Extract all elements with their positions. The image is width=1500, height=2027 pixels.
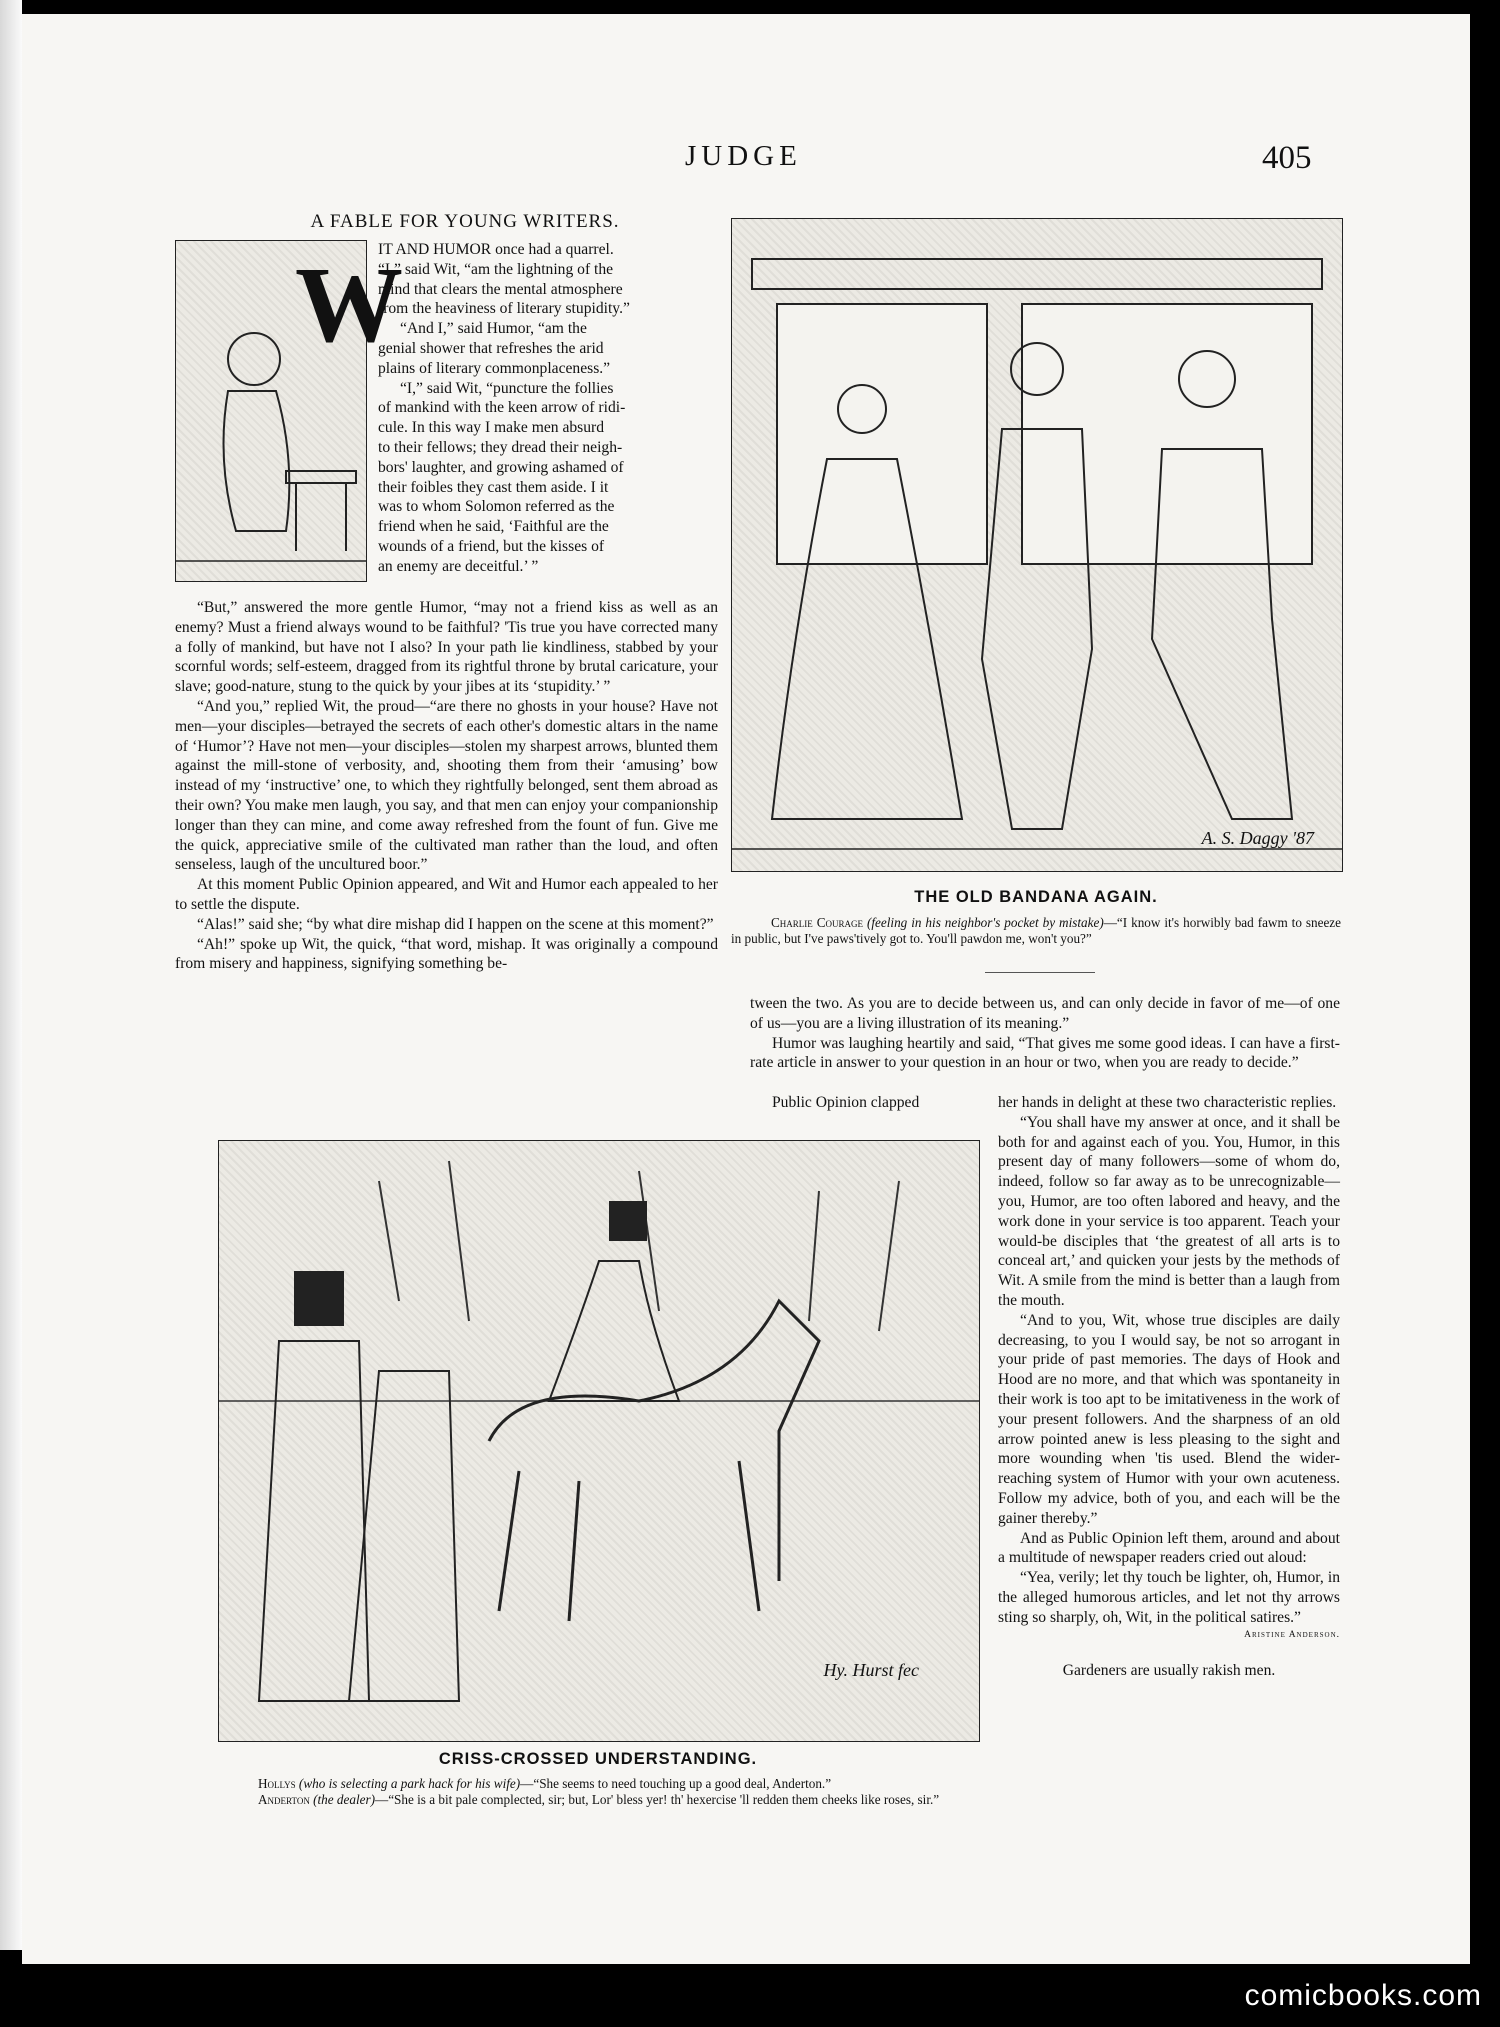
fable-line: IT AND HUMOR once had a quarrel. — [378, 241, 614, 258]
cartoon-bottom-caption — [218, 1776, 978, 1807]
artist-signature-hurst: Hy. Hurst fec — [823, 1660, 919, 1680]
paragraph-answer: “You shall have my answer at once, and it shall be both for and against each of you. You, Humor, in this present day of many followers—some of whom do, indeed, follow so far away as to be unrecognizable—you, Humor, are too often labored and heavy, and the work done in your service is too apparent. Teach your would-be disciples that ‘the greatest of all arts is to conceal art,’ and quicken your jests by the methods of Wit. A smile from the mind is better than a laugh from the mouth. — [998, 1113, 1340, 1309]
author-signature: Aristine Anderson. — [1244, 1629, 1340, 1640]
paragraph-wit: “And you,” replied Wit, the proud—“are there no ghosts in your house? Have not men—your disciples—betrayed the secrets of each other's domestic altars in the name of ‘Humor’? Have not men—your disciples—stolen my sharpest arrows, blunted them against the mill-stone of verbosity, and, shooting them from their ‘amusing’ bow instead of my ‘instructive’ one, to which they rightfully belonged, sent them abroad as their own? You make men laugh, you say, and that men can enjoy your companionship longer than they can mine, and come away refreshed from the fount of fun. Give me the quick, appreciative smile of the cultivated man rather than the loud, and often senseless, laugh of the uncultured boor.” — [175, 697, 718, 874]
clapped-text: Public Opinion clapped — [772, 1094, 920, 1111]
fable-line: to their fellows; they dread their neigh- — [378, 438, 623, 456]
fable-left-column — [175, 598, 718, 974]
fable-line: an enemy are deceitful.’ ” — [378, 557, 539, 575]
fable-line: wounds of a friend, but the kisses of — [378, 537, 605, 555]
fable-line: from the heaviness of literary stupidity.” — [378, 300, 630, 318]
caption-speaker: Charlie Courage — [771, 915, 864, 930]
fable-line: “And I,” said Humor, “am the — [400, 320, 587, 338]
artist-signature-daggy: A. S. Daggy '87 — [1201, 828, 1314, 848]
fable-line: cule. In this way I make men absurd — [378, 419, 605, 437]
fable-line: was to whom Solomon referred as the — [378, 498, 615, 516]
fable-line: “I,” said Wit, “am the lightning of the — [378, 260, 614, 278]
caption-rule — [985, 972, 1095, 973]
paragraph-yea: “Yea, verily; let thy touch be lighter, oh, Humor, in the alleged humorous articles, and let not thy arrows sting so sharply, oh, Wit, in the political satires.” — [998, 1569, 1340, 1626]
caption-stage-direction: (the dealer) — [313, 1791, 376, 1807]
caption-speech: —“She seems to need touching up a good deal, Anderton.” — [520, 1776, 832, 1791]
caption-line-anderton — [218, 1792, 978, 1808]
paragraph-laughing: Humor was laughing heartily and said, “That gives me some good ideas. I can have a first-rate article in answer to your question in an hour or two, when you are ready to decide.” — [750, 1034, 1340, 1072]
paragraph-humor: “But,” answered the more gentle Humor, “may not a friend kiss as well as an enemy? Must a friend always wound to be faithful? 'Tis true you have corrected many a folly of mankind, but have not I also? In your path lie kindliness, stabbed by your scornful words; self-esteem, dragged from its rightful throne by brutal caricature, your slave; good-nature, stung to the quick by your jibes at its ‘stupidity.’ ” — [175, 599, 718, 696]
fable-line: plains of literary commonplaceness.” — [378, 359, 611, 377]
caption-line-hollys — [218, 1776, 978, 1792]
paragraph-between: tween the two. As you are to decide between us, and can only decide in favor of me—of one of us—you are a living illustration of its meaning.” — [750, 995, 1340, 1032]
fable-line: bors' laughter, and growing ashamed of — [378, 458, 624, 476]
cartoon-top-illustration — [731, 218, 1343, 872]
paragraph-alas: “Alas!” said she; “by what dire mishap did I happen on the scene at this moment?” — [197, 915, 714, 933]
page-number: 405 — [1262, 140, 1312, 176]
masthead: JUDGE — [685, 140, 802, 172]
caption-speaker: Hollys — [258, 1776, 296, 1791]
fable-line: genial shower that refreshes the arid — [378, 339, 604, 357]
fable-line: of mankind with the keen arrow of ridi- — [378, 399, 626, 417]
watermark: comicbooks.com — [1244, 1979, 1482, 2012]
filler-line: Gardeners are usually rakish men. — [1062, 1662, 1276, 1680]
caption-speech: —“She is a bit pale complected, sir; but, Lor' bless yer! th' hexercise 'll redden them cheeks like roses, sir.” — [375, 1791, 940, 1807]
paragraph-ah: “Ah!” spoke up Wit, the quick, “that word, mishap. It was originally a compound from misery and happiness, signifying something be- — [175, 935, 718, 973]
paragraph-clapped-start — [772, 1093, 1002, 1113]
cartoon-top-title: THE OLD BANDANA AGAIN. — [914, 888, 1158, 906]
fable-line: mind that clears the mental atmosphere — [378, 280, 623, 298]
fable-right-column — [750, 994, 1340, 1073]
paragraph-left: And as Public Opinion left them, around and about a multitude of newspaper readers cried out aloud: — [998, 1529, 1340, 1567]
fable-line: their foibles they cast them aside. I it — [378, 478, 609, 496]
streetcar-scene-drawing — [732, 219, 1342, 871]
paragraph-public-opinion: At this moment Public Opinion appeared, and Wit and Humor each appealed to her to settle the dispute. — [175, 876, 718, 913]
cartoon-top-caption — [731, 915, 1341, 946]
paragraph-to-wit: “And to you, Wit, whose true disciples are daily decreasing, to you I would say, be not so arrogant in your pride of past memories. The days of Hook and Hood are no more, and that which was spontaneity in their work is too apt to be imitativeness in the work of your present followers. And the sharpness of an old arrow pointed anew is less pleasing to the sight and more wounding when 'tis used. Blend the wider-reaching system of Humor with your own acuteness. Follow my advice, both of you, and each will be the gainer thereby.” — [998, 1311, 1340, 1527]
caption-speech: —“I know it's horwibly bad fawm to sneeze in public, but I've paws'tively got to. You'll pawdon me, won't you?” — [731, 915, 1342, 946]
fable-opening — [378, 240, 718, 577]
cartoon-bottom-illustration — [218, 1140, 980, 1742]
narrow-right-column — [998, 1093, 1340, 1681]
paragraph-clapped: her hands in delight at these two characteristic replies. — [998, 1094, 1337, 1111]
caption-speaker: Anderton — [258, 1791, 310, 1807]
page-spine — [0, 0, 22, 1950]
caption-stage-direction: (feeling in his neighbor's pocket by mistake) — [867, 915, 1104, 930]
drop-cap: W — [295, 246, 403, 365]
cartoon-bottom-title: CRISS-CROSSED UNDERSTANDING. — [438, 1750, 758, 1768]
fable-title: A FABLE FOR YOUNG WRITERS. — [310, 211, 620, 232]
fable-line: friend when he said, ‘Faithful are the — [378, 518, 609, 536]
fable-line: “I,” said Wit, “puncture the follies — [400, 379, 614, 397]
park-horse-drawing — [219, 1141, 979, 1741]
caption-stage-direction: (who is selecting a park hack for his wife) — [298, 1776, 521, 1791]
